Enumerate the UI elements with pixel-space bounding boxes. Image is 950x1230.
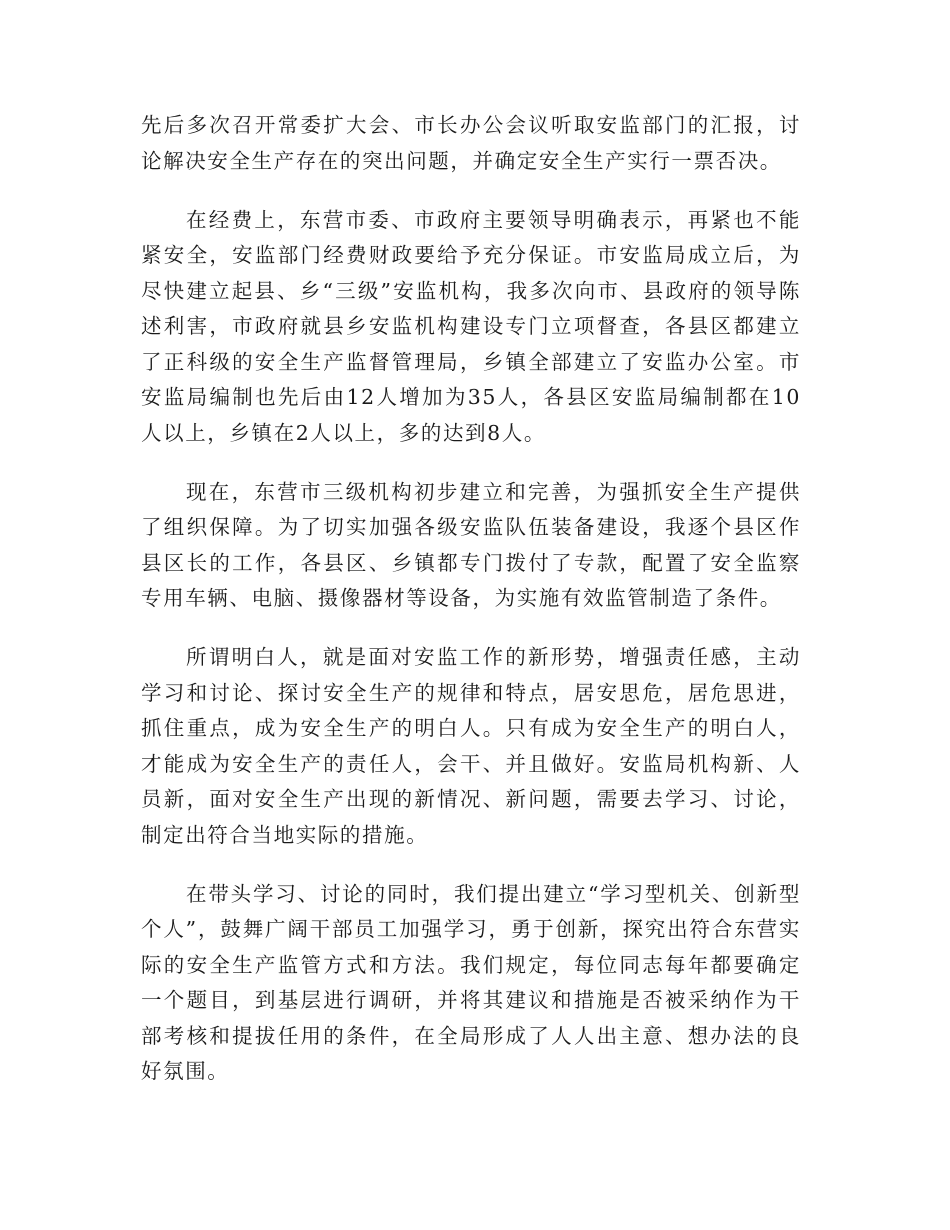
paragraph-2: 在经费上，东营市委、市政府主要领导明确表示，再紧也不能紧安全，安监部门经费财政要给予充分保证。市安监局成立后，为尽快建立起县、乡“三级”安监机构，我多次向市、县政府的领导陈述利害，市政府就县乡安监机构建设专门立项督查，各县区都建立了正科级的安全生产监督管理局，乡镇全部建立了安监办公室。市安监局编制也先后由12人增加为35人，各县区安监局编制都在10人以上，乡镇在2人以上，多的达到8人。	[141, 207, 801, 445]
paragraph-5: 在带头学习、讨论的同时，我们提出建立“学习型机关、创新型个人”，鼓舞广阔干部员工加强学习，勇于创新，探究出符合东营实际的安全生产监管方式和方法。我们规定，每位同志每年都要确定一个题目，到基层进行调研，并将其建议和措施是否被采纳作为干部考核和提拔任用的条件，在全局形成了人人出主意、想办法的良好氛围。	[141, 881, 801, 1083]
paragraph-4: 所谓明白人，就是面对安监工作的新形势，增强责任感，主动学习和讨论、探讨安全生产的规律和特点，居安思危，居危思进，抓住重点，成为安全生产的明白人。只有成为安全生产的明白人，才能成为安全生产的责任人，会干、并且做好。安监局机构新、人员新，面对安全生产出现的新情况、新问题，需要去学习、讨论，制定出符合当地实际的措施。	[141, 645, 801, 847]
document-body	[141, 108, 801, 1113]
paragraph-1: 先后多次召开常委扩大会、市长办公会议听取安监部门的汇报，讨论解决安全生产存在的突出问题，并确定安全生产实行一票否决。	[141, 113, 801, 173]
paragraph-3: 现在，东营市三级机构初步建立和完善，为强抓安全生产提供了组织保障。为了切实加强各级安监队伍装备建设，我逐个县区作县区长的工作，各县区、乡镇都专门拨付了专款，配置了安全监察专用车辆、电脑、摄像器材等设备，为实施有效监管制造了条件。	[141, 479, 801, 610]
